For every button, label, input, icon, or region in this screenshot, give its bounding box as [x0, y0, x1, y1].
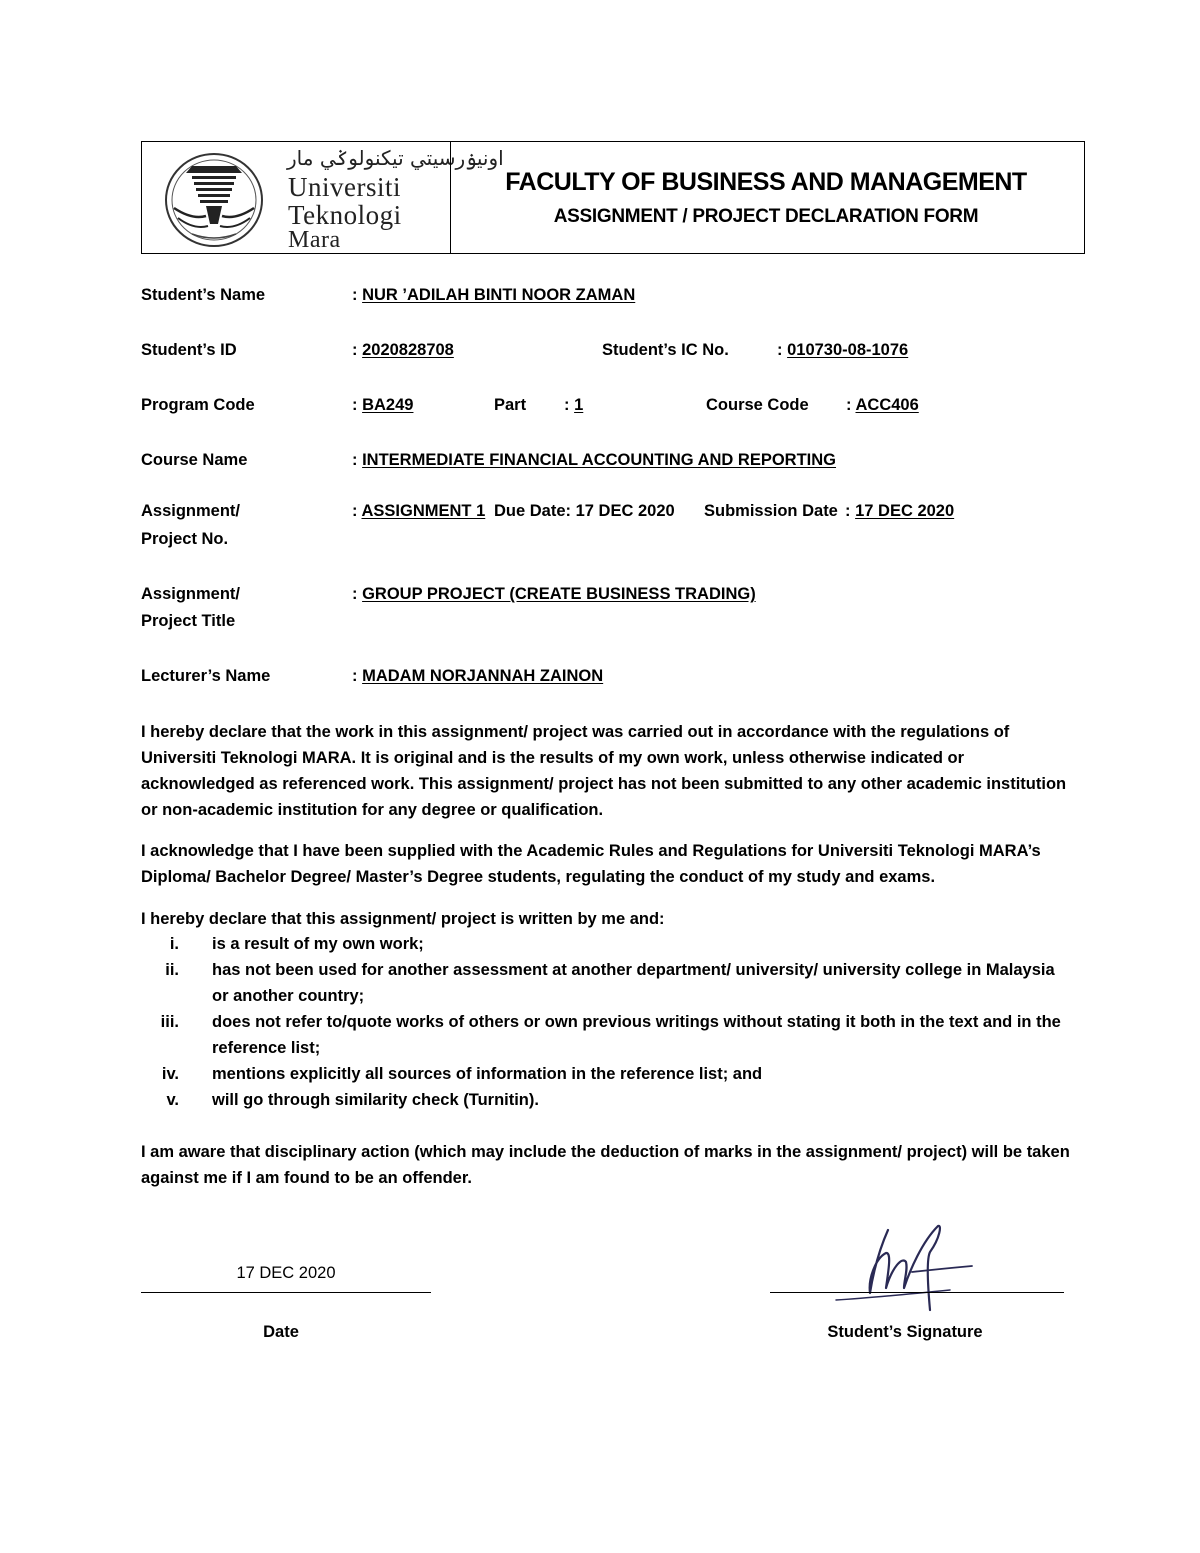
lecturer-name-field: : MADAM NORJANNAH ZAINON — [352, 667, 604, 685]
project-title-field: : GROUP PROJECT (CREATE BUSINESS TRADING) — [352, 585, 756, 603]
header-divider — [450, 142, 451, 253]
date-line — [141, 1292, 431, 1293]
signature-label: Student’s Signature — [827, 1323, 983, 1341]
signature-line — [770, 1292, 1064, 1293]
program-code-field: : BA249 — [352, 396, 414, 414]
course-name-field: : INTERMEDIATE FINANCIAL ACCOUNTING AND REPORTING — [352, 451, 837, 469]
uitm-crest-icon — [162, 146, 272, 250]
uitm-logo — [162, 146, 504, 253]
submission-date-field: : 17 DEC 2020 — [845, 502, 955, 520]
form-title: ASSIGNMENT / PROJECT DECLARATION FORM — [553, 206, 979, 227]
assignment-no-label-line2: Project No. — [141, 530, 229, 548]
faculty-title: FACULTY OF BUSINESS AND MANAGEMENT — [505, 168, 1027, 196]
student-signature-image — [830, 1218, 980, 1313]
student-id-field: : 2020828708 — [352, 341, 454, 359]
declaration-paragraph-3: I hereby declare that this assignment/ project is written by me and: — [141, 910, 665, 928]
declaration-paragraph-2: I acknowledge that I have been supplied with the Academic Rules and Regulations for Universiti Teknologi MARA’s Diploma/ Bachelor Degree/ Master’s Degree students, regulating the conduct of my study and exams. — [141, 842, 1041, 886]
university-name-line1: Universiti — [288, 172, 401, 202]
student-name-field: : NUR ’ADILAH BINTI NOOR ZAMAN — [352, 286, 636, 304]
part-field: : 1 — [564, 396, 584, 414]
lecturer-name-label: Lecturer’s Name — [141, 667, 271, 685]
declaration-paragraph-4: I am aware that disciplinary action (which may include the deduction of marks in the assignment/ project) will be taken against me if I am found to be an offender. — [141, 1143, 1070, 1187]
course-name-label: Course Name — [141, 451, 248, 469]
course-code-label: Course Code — [706, 396, 809, 414]
ic-no-label: Student’s IC No. — [602, 341, 729, 359]
submission-date-label: Submission Date — [704, 502, 838, 520]
declaration-paragraph-1: I hereby declare that the work in this assignment/ project was carried out in accordance with the regulations of Universiti Teknologi MARA. It is original and is the results of my own work, unless otherwise indicated or acknowledged as referenced work. This assignment/ project has not been submitted to any other academic institution or non-academic institution for any degree or qualification. — [141, 723, 1067, 819]
ic-no-field: : 010730-08-1076 — [777, 341, 909, 359]
program-code-label: Program Code — [141, 396, 255, 414]
project-title-label-line1: Assignment/ — [141, 585, 241, 603]
student-name-label: Student’s Name — [141, 286, 266, 304]
date-value: 17 DEC 2020 — [236, 1264, 336, 1282]
project-title-label-line2: Project Title — [141, 612, 236, 630]
jawi-university-name: اونيۏرسيتي تيكنولوݢي مار — [287, 146, 504, 170]
assignment-no-label-line1: Assignment/ — [141, 502, 241, 520]
university-name-line3: Mara — [288, 227, 341, 253]
course-code-field: : ACC406 — [846, 396, 919, 414]
date-label: Date — [263, 1323, 299, 1341]
part-label: Part — [494, 396, 527, 414]
due-date-field: Due Date: 17 DEC 2020 — [494, 502, 675, 520]
student-id-label: Student’s ID — [141, 341, 237, 359]
header-box — [141, 141, 1085, 254]
assignment-no-field: : ASSIGNMENT 1 — [352, 502, 486, 520]
university-name-line2: Teknologi — [288, 200, 402, 230]
